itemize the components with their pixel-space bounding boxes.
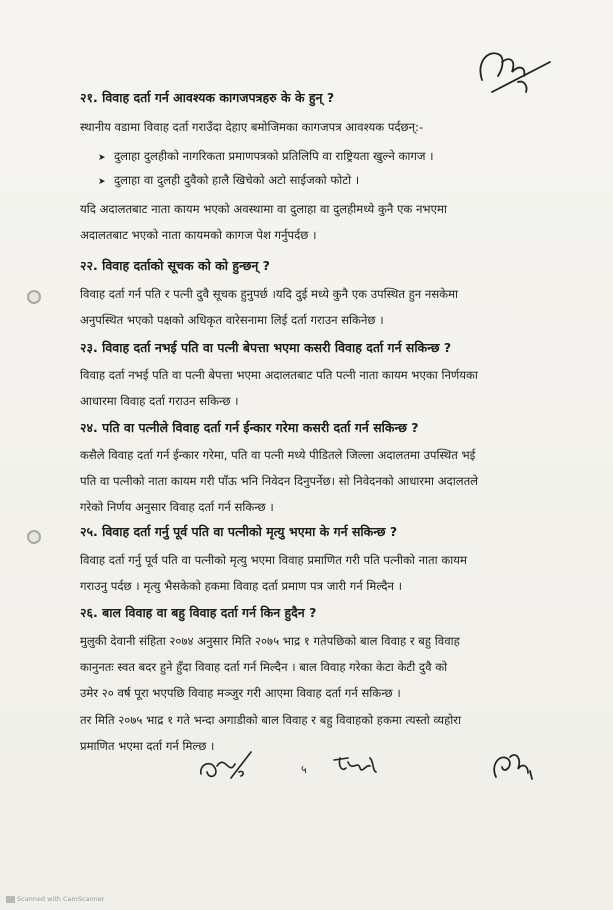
answer-line: कानुनतः स्वत बदर हुने हुँदा विवाह दर्ता गर्न मिल्दैन । बाल विवाह गरेका केटा केटी दुवै को <box>80 660 448 674</box>
answer-26 <box>80 628 566 706</box>
list-item-text: दुलाहा दुलहीको नागरिकता प्रमाणपत्रको प्रतिलिपि वा राष्ट्रियता खुल्ने कागज । <box>114 149 434 163</box>
answer-23 <box>80 362 566 414</box>
punch-hole-bottom <box>27 530 41 544</box>
footer-text: Scanned with CamScanner <box>17 895 105 903</box>
arrow-bullet-icon: ➤ <box>98 153 106 163</box>
court-note <box>80 196 566 248</box>
arrow-bullet-icon: ➤ <box>98 177 106 187</box>
signature-bottom-middle <box>330 750 380 780</box>
question-23: २३. विवाह दर्ता नभई पति वा पत्नी बेपत्ता भएमा कसरी विवाह दर्ता गर्न सकिन्छ ? <box>80 340 452 355</box>
camscanner-logo-icon <box>6 896 15 903</box>
page-number: ५ <box>301 763 307 776</box>
answer-line: अनुपस्थित भएको पक्षको अधिकृत वारेसनामा लिई दर्ता गराउन सकिनेछ । <box>80 313 384 327</box>
answer-line: स्थानीय वडामा विवाह दर्ता गराउँदा देहाए बमोजिमका कागजपत्र आवश्यक पर्दछन्:- <box>80 120 424 134</box>
question-24: २४. पति वा पत्नीले विवाह दर्ता गर्न ईन्कार गरेमा कसरी दर्ता गर्न सकिन्छ ? <box>80 420 419 435</box>
answer-line: विवाह दर्ता नभई पति वा पत्नी बेपत्ता भएमा अदालतबाट पति पत्नी नाता कायम भएका निर्णयका <box>80 368 478 382</box>
answer-22 <box>80 281 566 333</box>
answer-line: उमेर २० वर्ष पूरा भएपछि विवाह मञ्जुर गरी आएमा विवाह दर्ता गर्न सकिन्छ । <box>80 686 401 700</box>
answer-25 <box>80 547 566 599</box>
answer-line: विवाह दर्ता गर्नु पूर्व पति वा पत्नीको मृत्यु भएमा विवाह प्रमाणित गरी पति पत्नीको नाता कायम <box>80 553 467 567</box>
answer-line: पति वा पत्नीको नाता कायम गरी पाँऊ भनि निवेदन दिनुपर्नेछ। सो निवेदनको आधारमा अदालतले <box>80 474 479 488</box>
answer-line: गरेको निर्णय अनुसार विवाह दर्ता गर्न सकिन्छ । <box>80 500 274 514</box>
answer-line: गराउनु पर्दछ । मृत्यु भैसकेको हकमा विवाह दर्ता प्रमाण पत्र जारी गर्न मिल्दैन । <box>80 579 402 593</box>
signature-bottom-right <box>488 745 538 785</box>
answer-line: कसैले विवाह दर्ता गर्न ईन्कार गरेमा, पति वा पत्नी मध्ये पीडितले जिल्ला अदालतमा उपस्थित भई <box>80 448 476 462</box>
closing-note-line: प्रमाणित भएमा दर्ता गर्न मिल्छ । <box>80 739 215 753</box>
punch-hole-top <box>27 290 41 304</box>
closing-note-line: तर मिति २०७५ भाद्र १ गते भन्दा अगाडीको बाल विवाह र बहु विवाहको हकमा त्यस्तो व्यहोरा <box>80 713 461 727</box>
answer-line: विवाह दर्ता गर्न पति र पत्नी दुवै सूचक हुनुपर्छ ।यदि दुई मध्ये कुनै एक उपस्थित हुन नसकेमा <box>80 287 459 301</box>
list-item-text: दुलाहा वा दुलही दुवैको हालै खिचेको अटो साईजको फोटो । <box>114 173 360 187</box>
answer-24 <box>80 442 566 520</box>
answer-21 <box>80 114 566 140</box>
question-26: २६. बाल विवाह वा बहु विवाह दर्ता गर्न किन हुदैन ? <box>80 605 317 620</box>
court-note-line: यदि अदालतबाट नाता कायम भएको अवस्थामा वा दुलाहा वा दुलहीमध्ये कुनै एक नभएमा <box>80 202 447 216</box>
answer-line: मुलुकी देवानी संहिता २०७४ अनुसार मिति २०७५ भाद्र १ गतेपछिको बाल विवाह र बहु विवाह <box>80 634 460 648</box>
court-note-line: अदालतबाट भएको नाता कायमको कागज पेश गर्नुपर्दछ । <box>80 228 317 242</box>
question-25: २५. विवाह दर्ता गर्नु पूर्व पति वा पत्नीको मृत्यु भएमा के गर्न सकिन्छ ? <box>80 524 398 539</box>
question-21: २१. विवाह दर्ता गर्न आवश्यक कागजपत्रहरु के के हुन् ? <box>80 90 335 105</box>
list-item <box>98 146 434 168</box>
scanner-watermark <box>6 895 104 903</box>
signature-bottom-left <box>195 746 255 786</box>
question-22: २२. विवाह दर्ताको सूचक को को हुन्छन् ? <box>80 258 270 273</box>
answer-line: आधारमा विवाह दर्ता गराउन सकिन्छ । <box>80 394 239 408</box>
list-item <box>98 170 359 192</box>
